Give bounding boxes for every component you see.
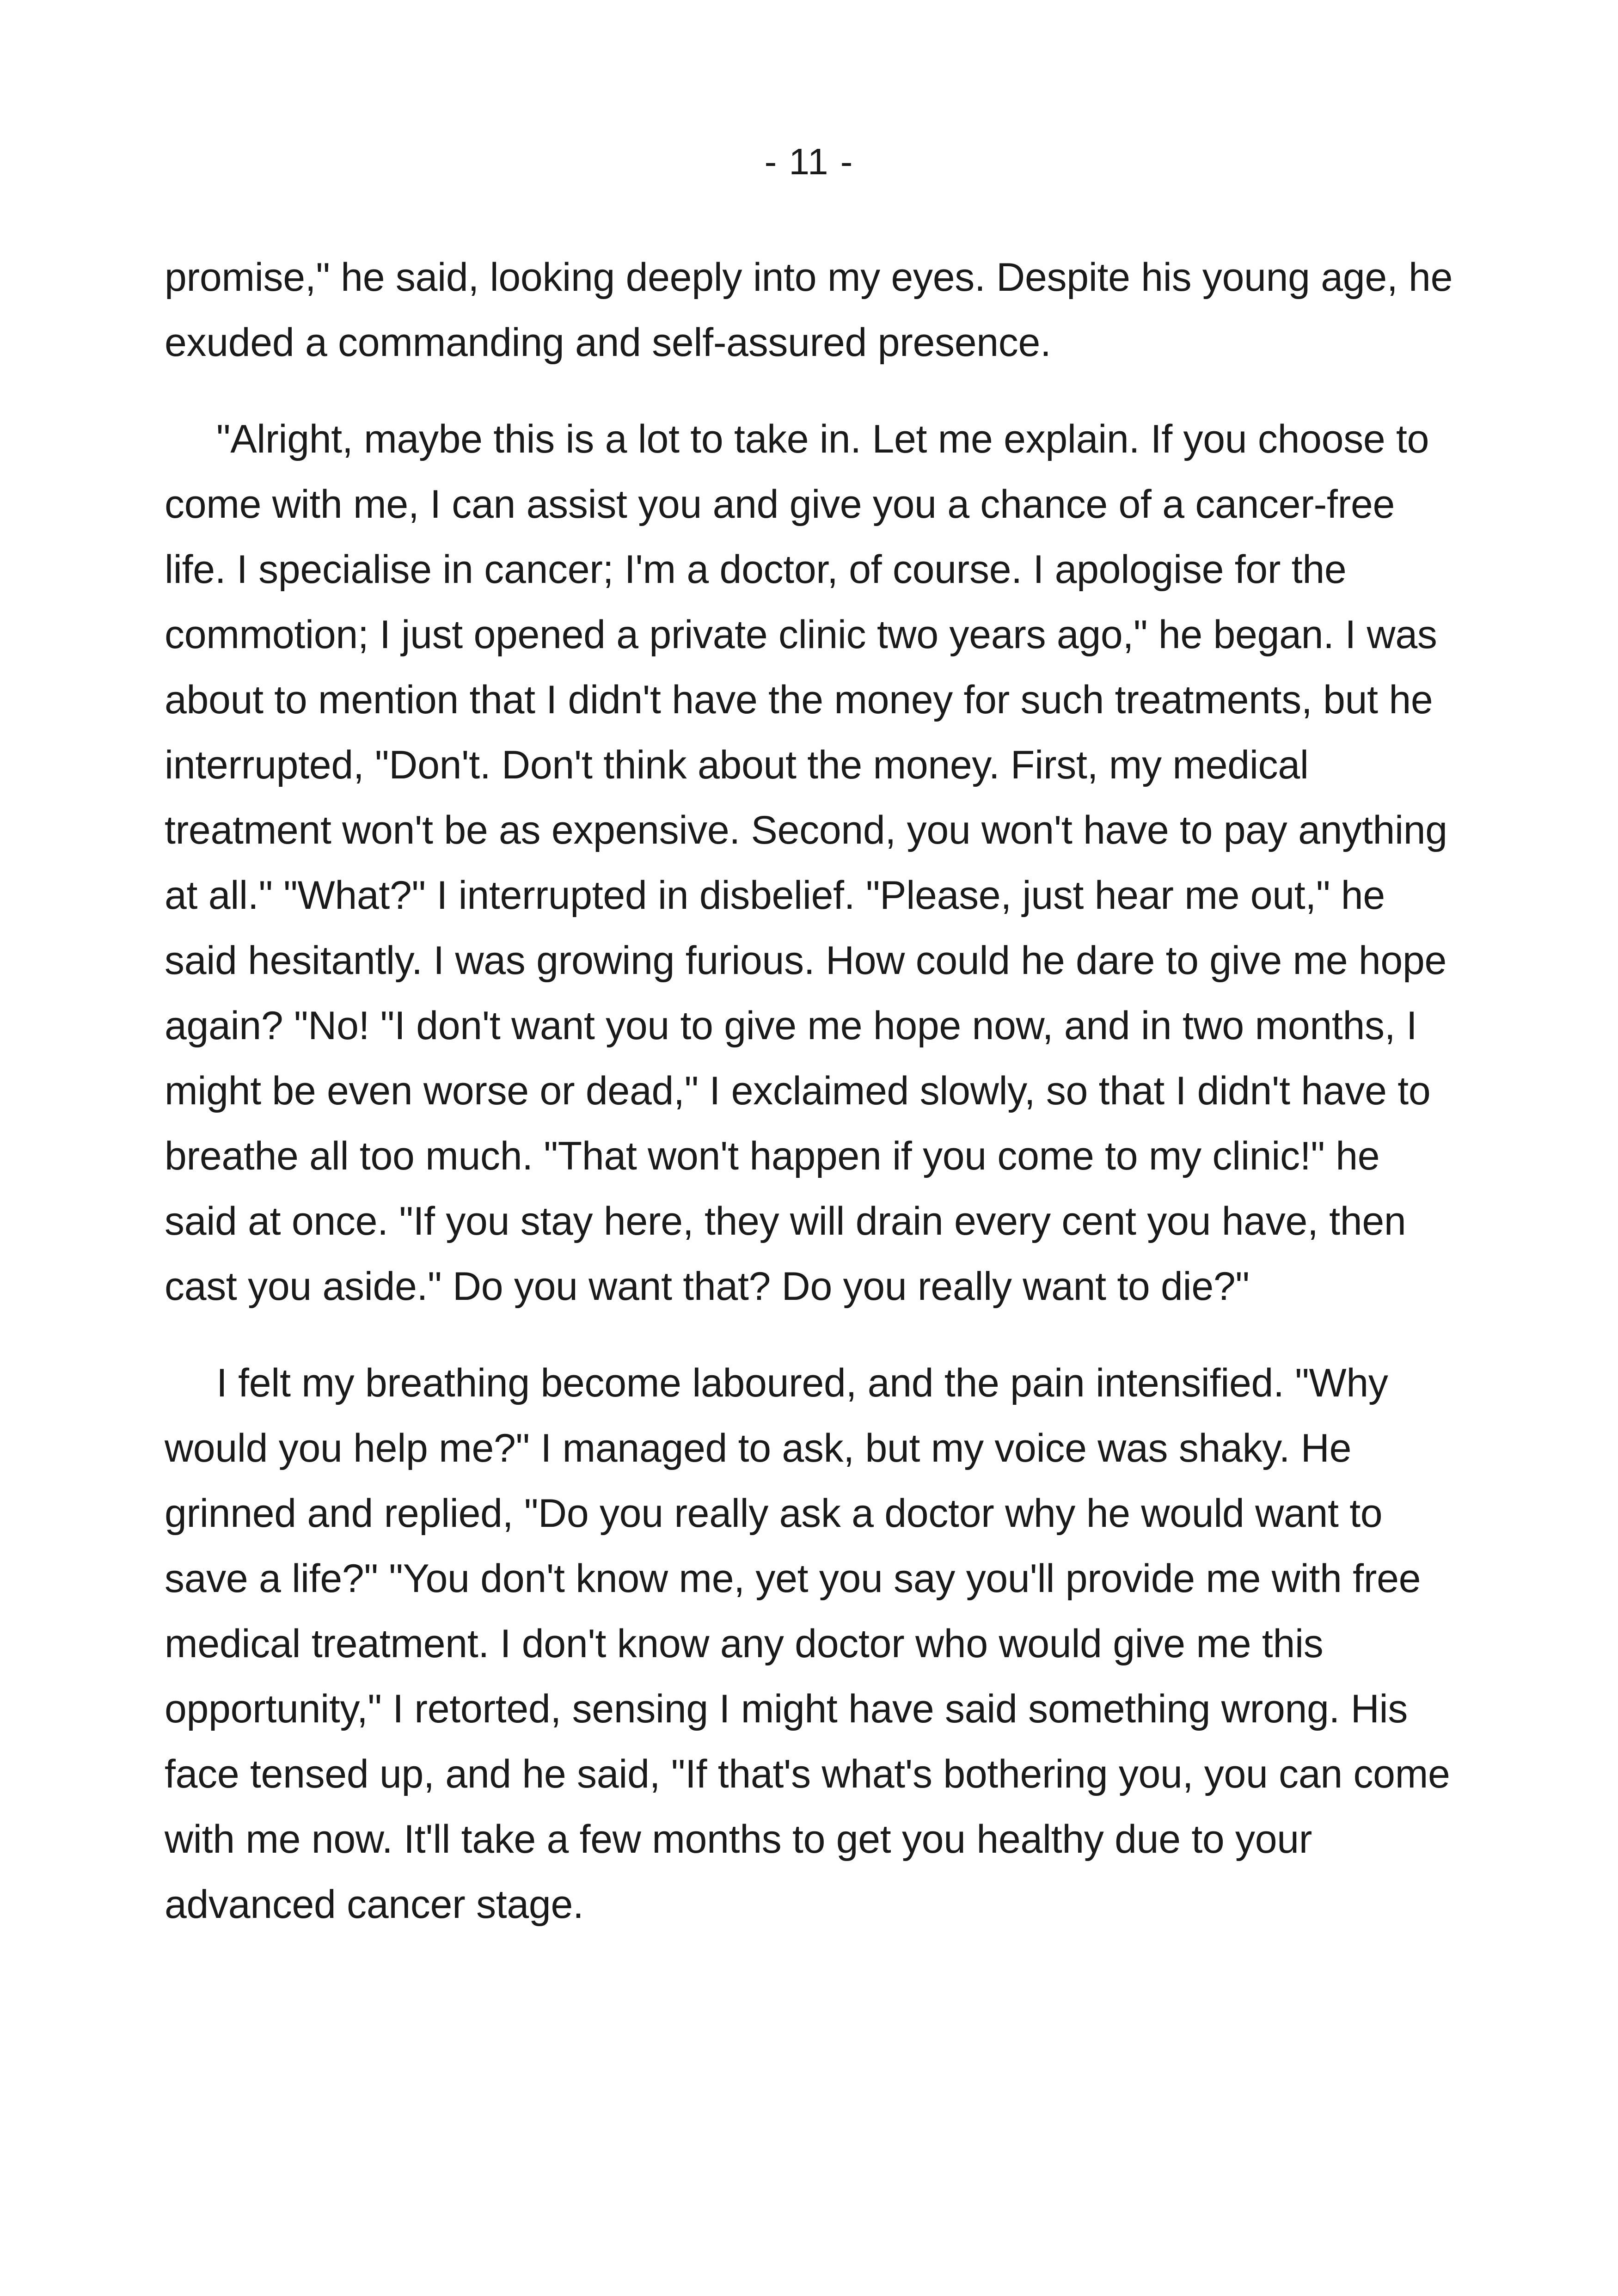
body-text bbox=[165, 245, 1454, 1969]
paragraph-breathing: I felt my breathing become laboured, and the pain intensified. "Why would you help me?" I managed to ask, but my voice was shaky. He grinned and replied, "Do you really ask a doctor why he would want to save a life?" "You don't know me, yet you say you'll provide me with free medical treatment. I don't know any doctor who would give me this opportunity," I retorted, sensing I might have said something wrong. His face tensed up, and he said, "If that's what's bothering you, you can come with me now. It'll take a few months to get you healthy due to your advanced cancer stage. bbox=[165, 1361, 1450, 1927]
paragraph-explanation: "Alright, maybe this is a lot to take in. Let me explain. If you choose to come with me, I can assist you and give you a chance of a cancer-free life. I specialise in cancer; I'm a doctor, of course. I apologise for the commotion; I just opened a private clinic two years ago," he began. I was about to mention that I didn't have the money for such treatments, but he interrupted, "Don't. Don't think about the money. First, my medical treatment won't be as expensive. Second, you won't have to pay anything at all." "What?" I interrupted in disbelief. "Please, just hear me out," he said hesitantly. I was growing furious. How could he dare to give me hope again? "No! "I don't want you to give me hope now, and in two months, I might be even worse or dead," I exclaimed slowly, so that I didn't have to breathe all too much. "That won't happen if you come to my clinic!" he said at once. "If you stay here, they will drain every cent you have, then cast you aside." Do you want that? Do you really want to die?" bbox=[165, 417, 1447, 1309]
page-number: - 11 - bbox=[764, 141, 854, 182]
paragraph-continuation: promise," he said, looking deeply into my eyes. Despite his young age, he exuded a commanding and self-assured presence. bbox=[165, 255, 1453, 365]
